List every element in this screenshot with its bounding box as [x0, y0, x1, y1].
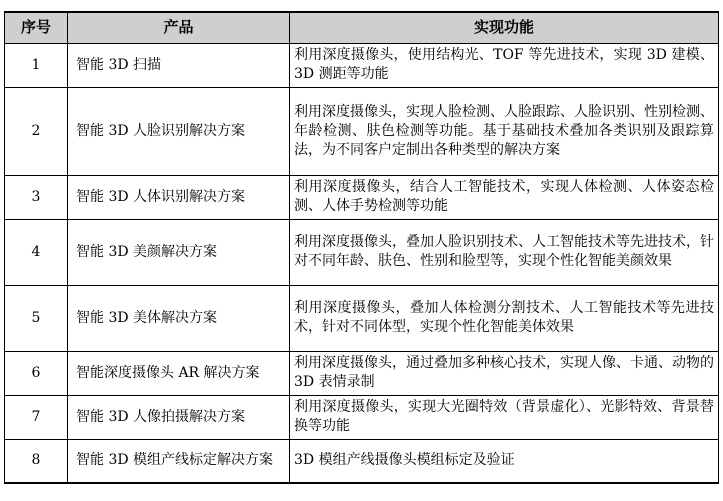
row-number: 4 — [5, 219, 68, 285]
row-number: 5 — [5, 285, 68, 351]
row-function: 利用深度摄像头，通过叠加多种核心技术，实现人像、卡通、动物的 3D 表情录制 — [290, 351, 719, 395]
row-product: 智能 3D 人体识别解决方案 — [68, 175, 290, 219]
row-number: 2 — [5, 87, 68, 175]
row-number: 1 — [5, 43, 68, 87]
table-row — [5, 439, 719, 483]
row-function: 利用深度摄像头，使用结构光、TOF 等先进技术，实现 3D 建模、3D 测距等功能 — [290, 43, 719, 87]
row-product: 智能深度摄像头 AR 解决方案 — [68, 351, 290, 395]
row-product: 智能 3D 人像拍摄解决方案 — [68, 395, 290, 439]
header-product: 产品 — [68, 12, 290, 43]
row-product: 智能 3D 扫描 — [68, 43, 290, 87]
row-function: 3D 模组产线摄像头模组标定及验证 — [290, 439, 719, 483]
row-number: 7 — [5, 395, 68, 439]
row-number: 8 — [5, 439, 68, 483]
row-product: 智能 3D 美颜解决方案 — [68, 219, 290, 285]
table-row — [5, 351, 719, 395]
table-row — [5, 175, 719, 219]
row-function: 利用深度摄像头，实现大光圈特效（背景虚化）、光影特效、背景替换等功能 — [290, 395, 719, 439]
row-product: 智能 3D 美体解决方案 — [68, 285, 290, 351]
row-function: 利用深度摄像头，实现人脸检测、人脸跟踪、人脸识别、性别检测、年龄检测、肤色检测等功能。基于基础技术叠加各类识别及跟踪算法，为不同客户定制出各种类型的解决方案 — [290, 87, 719, 175]
row-product: 智能 3D 模组产线标定解决方案 — [68, 439, 290, 483]
row-product: 智能 3D 人脸识别解决方案 — [68, 87, 290, 175]
row-number: 3 — [5, 175, 68, 219]
header-serial-number: 序号 — [5, 12, 68, 43]
table-row — [5, 87, 719, 175]
header-function: 实现功能 — [290, 12, 719, 43]
row-function: 利用深度摄像头，叠加人体检测分割技术、人工智能技术等先进技术，针对不同体型，实现个性化智能美体效果 — [290, 285, 719, 351]
table-header-row — [5, 12, 719, 43]
table-row — [5, 285, 719, 351]
table-row — [5, 395, 719, 439]
table-row — [5, 219, 719, 285]
row-function: 利用深度摄像头，结合人工智能技术，实现人体检测、人体姿态检测、人体手势检测等功能 — [290, 175, 719, 219]
row-function: 利用深度摄像头，叠加人脸识别技术、人工智能技术等先进技术，针对不同年龄、肤色、性别和脸型等，实现个性化智能美颜效果 — [290, 219, 719, 285]
row-number: 6 — [5, 351, 68, 395]
table-row — [5, 43, 719, 87]
product-table — [4, 11, 719, 484]
